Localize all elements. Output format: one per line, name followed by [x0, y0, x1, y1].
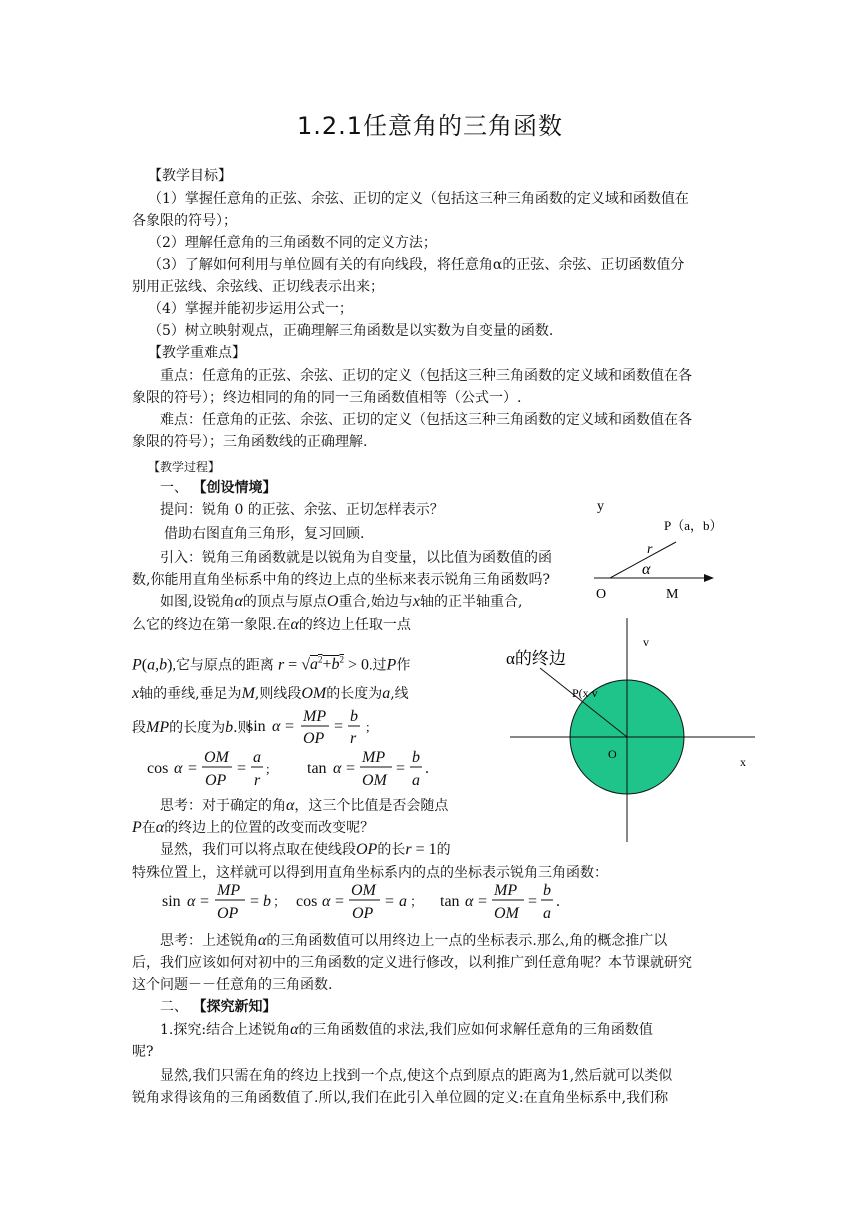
- svg-text:=: =: [188, 760, 198, 777]
- fig2-p-label: P(x v: [572, 686, 598, 700]
- svg-text:r: r: [350, 730, 357, 747]
- section-1-title: 【创设情境】: [192, 480, 277, 496]
- svg-text:=: =: [335, 893, 345, 910]
- paragraph-think-2: P在α的终边上的位置的改变而改变呢？: [132, 819, 375, 836]
- paragraph-think-1: 思考：对于确定的角α，这三个比值是否会随点: [160, 797, 449, 814]
- paragraph-think-5: 这个问题－－任意角的三角函数.: [132, 977, 333, 993]
- svg-text:α: α: [333, 760, 342, 777]
- svg-text:=: =: [250, 893, 260, 910]
- svg-text:OM: OM: [362, 772, 387, 789]
- svg-text:MP: MP: [362, 749, 386, 766]
- svg-text:a: a: [412, 772, 420, 789]
- svg-text:cos: cos: [296, 893, 318, 910]
- fig1-arrow-icon: [704, 574, 714, 582]
- svg-text:OP: OP: [205, 772, 227, 789]
- svg-text:α: α: [187, 893, 196, 910]
- paragraph-explore-2: 呢?: [132, 1044, 154, 1060]
- svg-text:OP: OP: [303, 730, 325, 747]
- svg-text:a: a: [399, 893, 407, 910]
- svg-text:=: =: [200, 893, 210, 910]
- figure-acute-angle: [580, 490, 740, 605]
- paragraph-intro-1: 引入：锐角三角函数就是以锐角为自变量，以比值为函数值的函: [160, 550, 552, 566]
- goal-line-2: 各象限的符号）；: [132, 213, 237, 229]
- page-title: 1.2.1任意角的三角函数: [296, 112, 564, 140]
- svg-text:=: =: [478, 893, 488, 910]
- svg-text:OM: OM: [494, 905, 519, 922]
- svg-text:MP: MP: [303, 708, 327, 725]
- key-line-3: 难点：任意角的正弦、余弦、正切的定义（包括这三种三角函数的定义域和函数值在各: [160, 412, 692, 428]
- goal-line-1: （1）掌握任意角的正弦、余弦、正切的定义（包括这三种三角函数的定义域和函数值在: [148, 191, 689, 207]
- svg-text:MP: MP: [217, 882, 241, 899]
- svg-text:OM: OM: [204, 749, 229, 766]
- fig1-r-label: r: [647, 542, 653, 557]
- svg-text:tan: tan: [307, 760, 327, 777]
- fig1-o-label: O: [596, 587, 607, 602]
- goal-line-3: （2）理解任意角的三角函数不同的定义方法；: [148, 235, 437, 251]
- svg-text:；: ；: [410, 894, 424, 909]
- svg-text:=: =: [346, 760, 356, 777]
- key-line-2: 象限的符号）；终边相同的角的同一三角函数值相等（公式一）.: [132, 390, 522, 406]
- svg-text:OP: OP: [352, 905, 374, 922]
- paragraph-obvious-1: 显然，我们可以将点取在使线段OP的长r = 1的: [160, 841, 451, 858]
- svg-text:b: b: [263, 893, 271, 910]
- paragraph-question: 提问：锐角 0 的正弦、余弦、正切怎样表示？: [160, 502, 444, 518]
- svg-text:MP: MP: [494, 882, 518, 899]
- section-2-title: 【探究新知】: [192, 999, 277, 1015]
- fig1-p-label: P（a，b）: [664, 518, 723, 533]
- paragraph-setup-4: x轴的垂线,垂足为M,则线段OM的长度为a,线: [132, 685, 409, 702]
- svg-text:.: .: [425, 760, 429, 777]
- paragraph-setup-1: 如图,设锐角α的顶点与原点O重合,始边与x轴的正半轴重合,: [160, 593, 523, 610]
- svg-text:.: .: [556, 893, 560, 910]
- paragraph-setup-2: 么它的终边在第一象限.在α的终边上任取一点: [132, 616, 411, 633]
- svg-text:b: b: [412, 749, 420, 766]
- svg-text:OP: OP: [217, 905, 239, 922]
- svg-text:r: r: [254, 772, 261, 789]
- svg-text:α: α: [174, 760, 183, 777]
- goal-line-7: （5）树立映射观点，正确理解三角函数是以实数为自变量的函数.: [148, 323, 554, 339]
- svg-text:=: =: [528, 893, 538, 910]
- svg-text:b: b: [350, 708, 358, 725]
- svg-text:=: =: [396, 760, 406, 777]
- svg-text:α: α: [322, 893, 331, 910]
- figure-unit-circle: [500, 610, 760, 845]
- paragraph-explore-3: 显然,我们只需在角的终边上找到一个点,使这个点到原点的距离为1,然后就可以类似: [160, 1068, 673, 1084]
- paragraph-explore-1: 1.探究:结合上述锐角α的三角函数值的求法,我们应如何求解任意角的三角函数值: [160, 1021, 653, 1038]
- svg-text:sin: sin: [162, 893, 181, 910]
- paragraph-setup-3: P(a,b),它与原点的距离 $r = √a^2+b^2 > 0$.过P作: [132, 655, 411, 674]
- paragraph-review: 借助右图直角三角形，复习回顾.: [164, 526, 365, 542]
- fig2-o-label: O: [608, 747, 617, 761]
- fig2-y-label: v: [643, 635, 649, 649]
- section-1-number: 一、: [160, 480, 188, 496]
- svg-text:;: ;: [266, 761, 270, 776]
- svg-text:;: ;: [366, 719, 370, 734]
- svg-text:b: b: [543, 882, 551, 899]
- svg-text:α: α: [465, 893, 474, 910]
- fig2-x-label: x: [740, 755, 746, 769]
- key-line-4: 象限的符号）；三角函数线的正确理解.: [132, 434, 368, 450]
- fig1-alpha-label: α: [642, 561, 651, 578]
- paragraph-intro-2: 数,你能用直角坐标系中角的终边上点的坐标来表示锐角三角函数吗?: [132, 572, 550, 588]
- svg-text:=: =: [334, 718, 344, 735]
- paragraph-explore-4: 锐角求得该角的三角函数值了.所以,我们在此引入单位圆的定义:在直角坐标系中,我们称: [132, 1090, 669, 1106]
- paragraph-think-4: 后，我们应该如何对初中的三角函数的定义进行修改，以利推广到任意角呢？本节课就研究: [132, 955, 692, 971]
- fig1-m-label: M: [666, 587, 679, 602]
- fig1-y-label: y: [597, 499, 604, 514]
- section-heading-process: 【教学过程】: [148, 460, 221, 474]
- svg-text:；: ；: [273, 894, 287, 909]
- svg-text:=: =: [285, 718, 295, 735]
- svg-text:α: α: [272, 718, 281, 735]
- goal-line-4: （3）了解如何利用与单位圆有关的有向线段，将任意角α的正弦、余弦、正切函数值分: [148, 257, 685, 273]
- section-heading-goals: 【教学目标】: [148, 168, 232, 184]
- svg-text:=: =: [237, 760, 247, 777]
- section-heading-key: 【教学重难点】: [148, 345, 246, 361]
- goal-line-5: 别用正弦线、余弦线、正切线表示出来；: [132, 279, 384, 295]
- svg-text:OM: OM: [351, 882, 376, 899]
- svg-text:=: =: [385, 893, 395, 910]
- svg-text:sin: sin: [247, 718, 266, 735]
- svg-text:cos: cos: [147, 760, 169, 777]
- section-2-heading: [160, 997, 276, 1017]
- fig2-terminal-label: α的终边: [506, 649, 566, 668]
- paragraph-obvious-2: 特殊位置上，这样就可以得到用直角坐标系内的点的坐标表示锐角三角函数：: [132, 865, 608, 881]
- paragraph-setup-5: 段MP的长度为b.则: [132, 719, 252, 736]
- goal-line-6: （4）掌握并能初步运用公式一；: [148, 301, 353, 317]
- svg-text:a: a: [253, 749, 261, 766]
- section-2-number: 二、: [160, 999, 188, 1015]
- paragraph-think-3: 思考：上述锐角α的三角函数值可以用终边上一点的坐标表示.那么,角的概念推广以: [160, 932, 668, 949]
- svg-text:tan: tan: [440, 893, 460, 910]
- key-line-1: 重点：任意角的正弦、余弦、正切的定义（包括这三种三角函数的定义域和函数值在各: [160, 368, 692, 384]
- svg-text:a: a: [543, 905, 551, 922]
